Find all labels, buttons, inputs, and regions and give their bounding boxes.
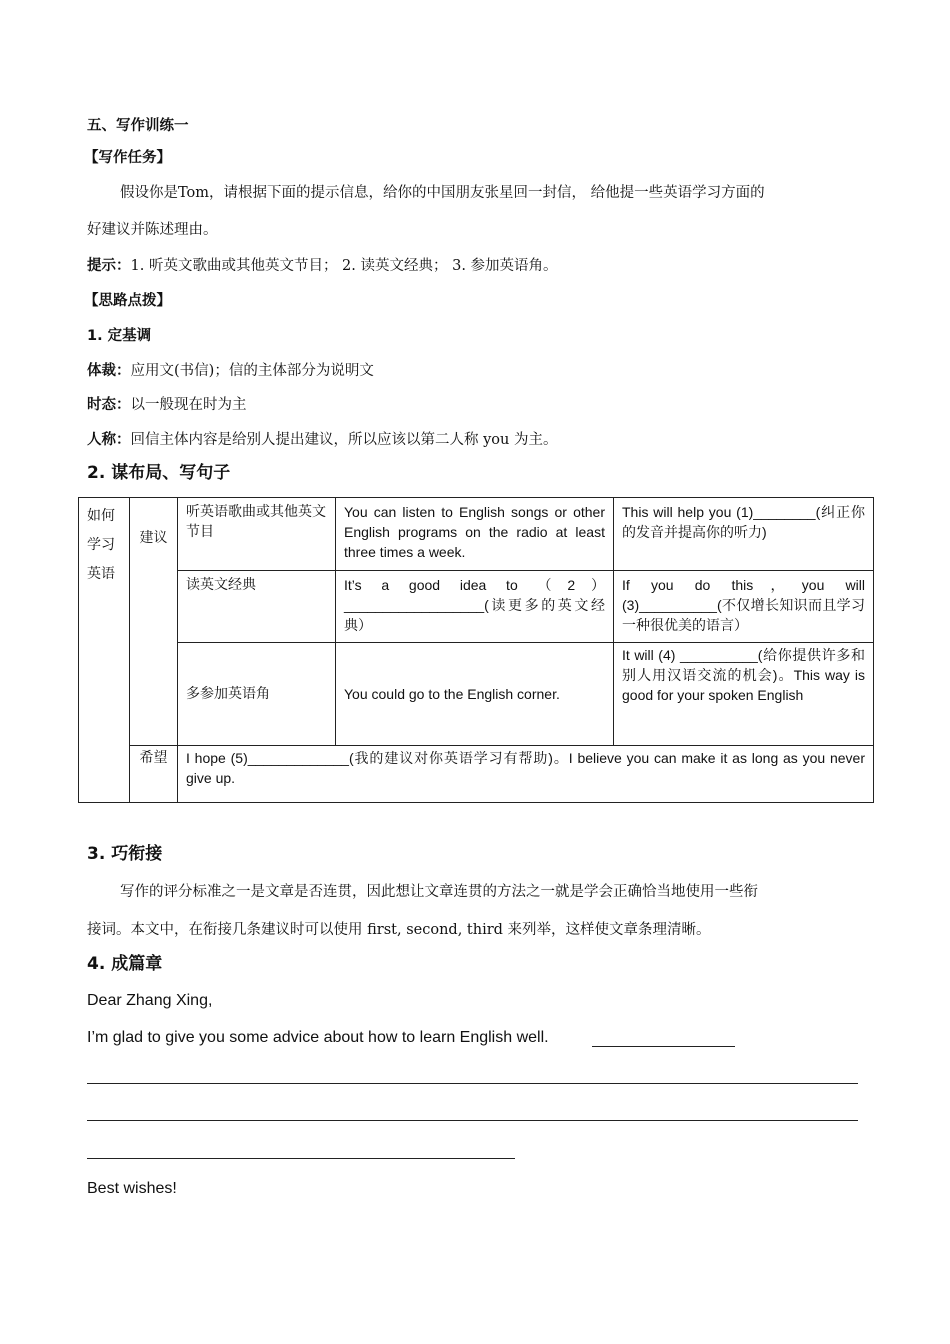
letter-closing: Best wishes!	[87, 1180, 177, 1197]
how-to-learn-cell: 如何学习英语	[79, 498, 130, 803]
section-title: 五、写作训练一	[87, 118, 189, 134]
person-text: 回信主体内容是给别人提出建议，所以应该以第二人称 you 为主。	[130, 432, 558, 448]
genre-text: 应用文(书信)；信的主体部分为说明文	[130, 363, 374, 379]
person-label: 人称：	[87, 432, 131, 448]
tense-label: 时态：	[87, 397, 131, 413]
hint-line	[87, 256, 558, 276]
link-line-1: 写作的评分标准之一是文章是否连贯，因此想让文章连贯的方法之一就是学会正确恰当地使用一些衔	[120, 884, 758, 900]
genre-label: 体裁：	[87, 363, 131, 379]
reason-cell-1: This will help you (1)________(纠正你的发音并提高你的听力)	[614, 498, 874, 571]
writing-plan-table	[78, 497, 874, 803]
task-line-1: 假设你是Tom，请根据下面的提示信息，给你的中国朋友张星回一封信， 给他提一些英语学习方面的	[120, 185, 765, 201]
sentence-cell-1: You can listen to English songs or other English programs on the radio at least three times a week.	[336, 498, 614, 571]
answer-blank-2[interactable]	[87, 1083, 858, 1084]
letter-greeting: Dear Zhang Xing,	[87, 992, 213, 1009]
hint-label: 提示：	[87, 258, 131, 274]
topic-cell-3: 多参加英语角	[178, 643, 336, 746]
reason-cell-3: It will (4) __________(给你提供许多和别人用汉语交流的机会)。This way is good for your spoken English	[614, 643, 874, 746]
hope-label-cell: 希望	[130, 746, 178, 803]
reason-cell-2: If you do this，you will (3)__________(不仅增长知识而且学习一种很优美的语言）	[614, 571, 874, 643]
step-1-heading: 1. 定基调	[87, 328, 152, 344]
answer-blank-1[interactable]	[592, 1046, 735, 1047]
link-line-2: 接词。本文中，在衔接几条建议时可以使用 first, second, third 来列举，这样使文章条理清晰。	[87, 922, 711, 938]
letter-opening: I’m glad to give you some advice about how to learn English well.	[87, 1029, 549, 1046]
sentence-cell-2: It’s a good idea to （2）__________________(读更多的英文经典）	[336, 571, 614, 643]
suggestion-cell: 建议	[130, 498, 178, 746]
tense-text: 以一般现在时为主	[130, 397, 247, 413]
step-3-heading: 3. 巧衔接	[87, 844, 163, 864]
sentence-cell-3: You could go to the English corner.	[336, 643, 614, 746]
idea-heading: 【思路点拨】	[84, 293, 171, 309]
answer-blank-3[interactable]	[87, 1120, 858, 1121]
task-line-2: 好建议并陈述理由。	[87, 222, 218, 238]
person-line	[87, 430, 557, 450]
topic-cell-2: 读英文经典	[178, 571, 336, 643]
hope-text-cell: I hope (5)_____________(我的建议对你英语学习有帮助)。I believe you can make it as long as you never give up.	[178, 746, 874, 803]
genre-line	[87, 361, 374, 381]
step-2-heading: 2. 谋布局、写句子	[87, 463, 231, 483]
answer-blank-4[interactable]	[87, 1158, 515, 1159]
tense-line	[87, 395, 247, 415]
step-4-heading: 4. 成篇章	[87, 954, 163, 974]
topic-cell-1: 听英语歌曲或其他英文节目	[178, 498, 336, 571]
hint-text: 1. 听英文歌曲或其他英文节目； 2. 读英文经典； 3. 参加英语角。	[130, 258, 558, 274]
task-heading: 【写作任务】	[84, 150, 171, 166]
